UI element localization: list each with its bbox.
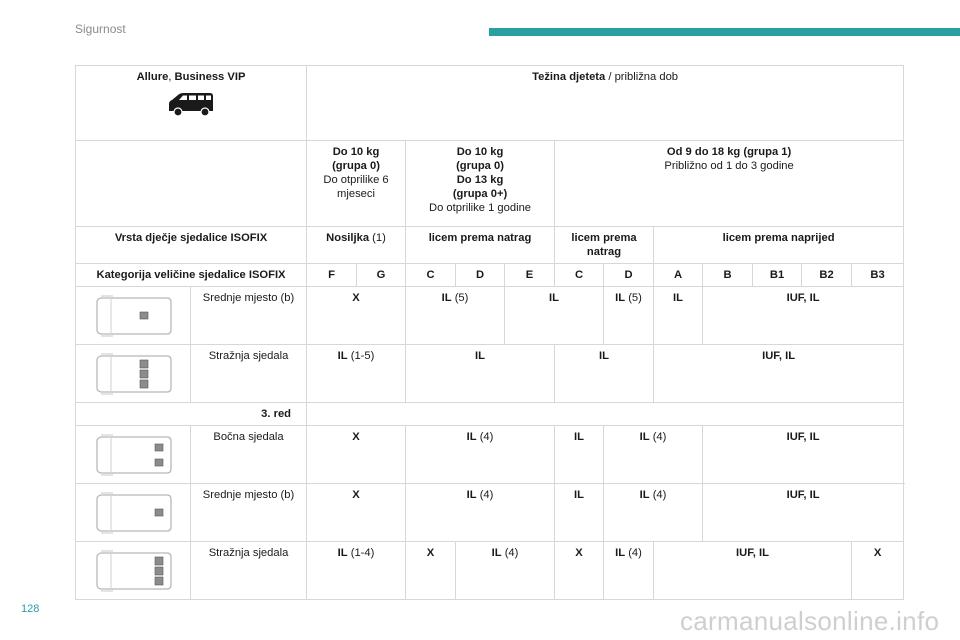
type-cell: Nosiljka (1) bbox=[307, 227, 406, 264]
table-cell: X bbox=[406, 542, 456, 600]
group-1-cell: Od 9 do 18 kg (grupa 1) Približno od 1 do 3 godine bbox=[555, 141, 904, 227]
table-row bbox=[76, 542, 904, 600]
table-cell: X bbox=[307, 426, 406, 484]
seat-diagram-cell bbox=[76, 542, 191, 600]
type-cell: licem prema natrag bbox=[406, 227, 555, 264]
table-cell: X bbox=[307, 484, 406, 542]
table-cell: IUF, IL bbox=[654, 542, 852, 600]
table-cell: IUF, IL bbox=[703, 287, 904, 345]
table-cell: IL (4) bbox=[406, 426, 555, 484]
car-top-side-seats-icon bbox=[91, 433, 175, 477]
table-row bbox=[76, 287, 904, 345]
seat-position: Srednje mjesto (b) bbox=[191, 287, 307, 345]
seat-diagram-cell bbox=[76, 345, 191, 403]
table-cell: IL (4) bbox=[604, 484, 703, 542]
table-row bbox=[76, 426, 904, 484]
category-cell: G bbox=[357, 264, 406, 287]
table-cell: IL (4) bbox=[604, 542, 654, 600]
model-main: Allure bbox=[136, 71, 169, 83]
seat-position: Bočna sjedala bbox=[191, 426, 307, 484]
seat-position: Srednje mjesto (b) bbox=[191, 484, 307, 542]
category-cell: F bbox=[307, 264, 357, 287]
table-cell: IUF, IL bbox=[703, 484, 904, 542]
van-side-icon bbox=[166, 90, 216, 118]
table-cell: IL (1-5) bbox=[307, 345, 406, 403]
category-cell: B1 bbox=[753, 264, 802, 287]
table-cell: IL bbox=[555, 345, 654, 403]
table-cell: IL bbox=[555, 484, 604, 542]
category-cell: D bbox=[456, 264, 505, 287]
empty-cell bbox=[76, 141, 307, 227]
table-cell: IUF, IL bbox=[703, 426, 904, 484]
group-0plus-cell: Do 10 kg (grupa 0) Do 13 kg (grupa 0+) Do otprilike 1 godine bbox=[406, 141, 555, 227]
table-cell: X bbox=[307, 287, 406, 345]
type-cell: licem prema natrag bbox=[555, 227, 654, 264]
category-cell: C bbox=[406, 264, 456, 287]
table-cell: IL (4) bbox=[456, 542, 555, 600]
table-cell: X bbox=[555, 542, 604, 600]
type-label: Vrsta dječje sjedalice ISOFIX bbox=[76, 227, 307, 264]
table-cell: IL (4) bbox=[604, 426, 703, 484]
model-rest: Business VIP bbox=[174, 71, 246, 83]
empty-cell bbox=[307, 403, 904, 426]
category-cell: E bbox=[505, 264, 555, 287]
group-0-cell: Do 10 kg (grupa 0) Do otprilike 6 mjeseci bbox=[307, 141, 406, 227]
third-row-label: 3. red bbox=[76, 403, 307, 426]
table-row bbox=[76, 484, 904, 542]
table-cell: IL (5) bbox=[604, 287, 654, 345]
table-cell: IL bbox=[654, 287, 703, 345]
car-top-third-center-icon bbox=[91, 491, 175, 535]
table-cell: X bbox=[852, 542, 904, 600]
seat-diagram-cell bbox=[76, 426, 191, 484]
page-number: 128 bbox=[21, 603, 40, 615]
header-accent-bar bbox=[489, 28, 960, 36]
table-cell: IL bbox=[505, 287, 604, 345]
category-cell: B bbox=[703, 264, 753, 287]
category-cell: A bbox=[654, 264, 703, 287]
category-cell: B3 bbox=[852, 264, 904, 287]
seat-position: Stražnja sjedala bbox=[191, 345, 307, 403]
table-cell: IL (1-4) bbox=[307, 542, 406, 600]
table-cell: IL (5) bbox=[406, 287, 505, 345]
table-cell: IL (4) bbox=[406, 484, 555, 542]
category-cell: D bbox=[604, 264, 654, 287]
type-cell: licem prema naprijed bbox=[654, 227, 904, 264]
table-cell: IUF, IL bbox=[654, 345, 904, 403]
table-cell: IL bbox=[406, 345, 555, 403]
seat-diagram-cell bbox=[76, 484, 191, 542]
seat-diagram-cell bbox=[76, 287, 191, 345]
weight-header: Težina djeteta / približna dob bbox=[307, 66, 904, 141]
category-cell: C bbox=[555, 264, 604, 287]
category-label: Kategorija veličine sjedalice ISOFIX bbox=[76, 264, 307, 287]
category-cell: B2 bbox=[802, 264, 852, 287]
seat-position: Stražnja sjedala bbox=[191, 542, 307, 600]
model-header: Allure, Business VIP bbox=[76, 66, 307, 141]
table-cell: IL bbox=[555, 426, 604, 484]
car-top-third-bench-icon bbox=[91, 549, 175, 593]
isofix-table bbox=[75, 65, 904, 600]
table-row bbox=[76, 345, 904, 403]
section-title: Sigurnost bbox=[75, 22, 126, 36]
car-top-rear-bench-icon bbox=[91, 352, 175, 396]
car-top-seat-center-icon bbox=[91, 294, 175, 338]
watermark: carmanualsonline.info bbox=[680, 606, 940, 636]
